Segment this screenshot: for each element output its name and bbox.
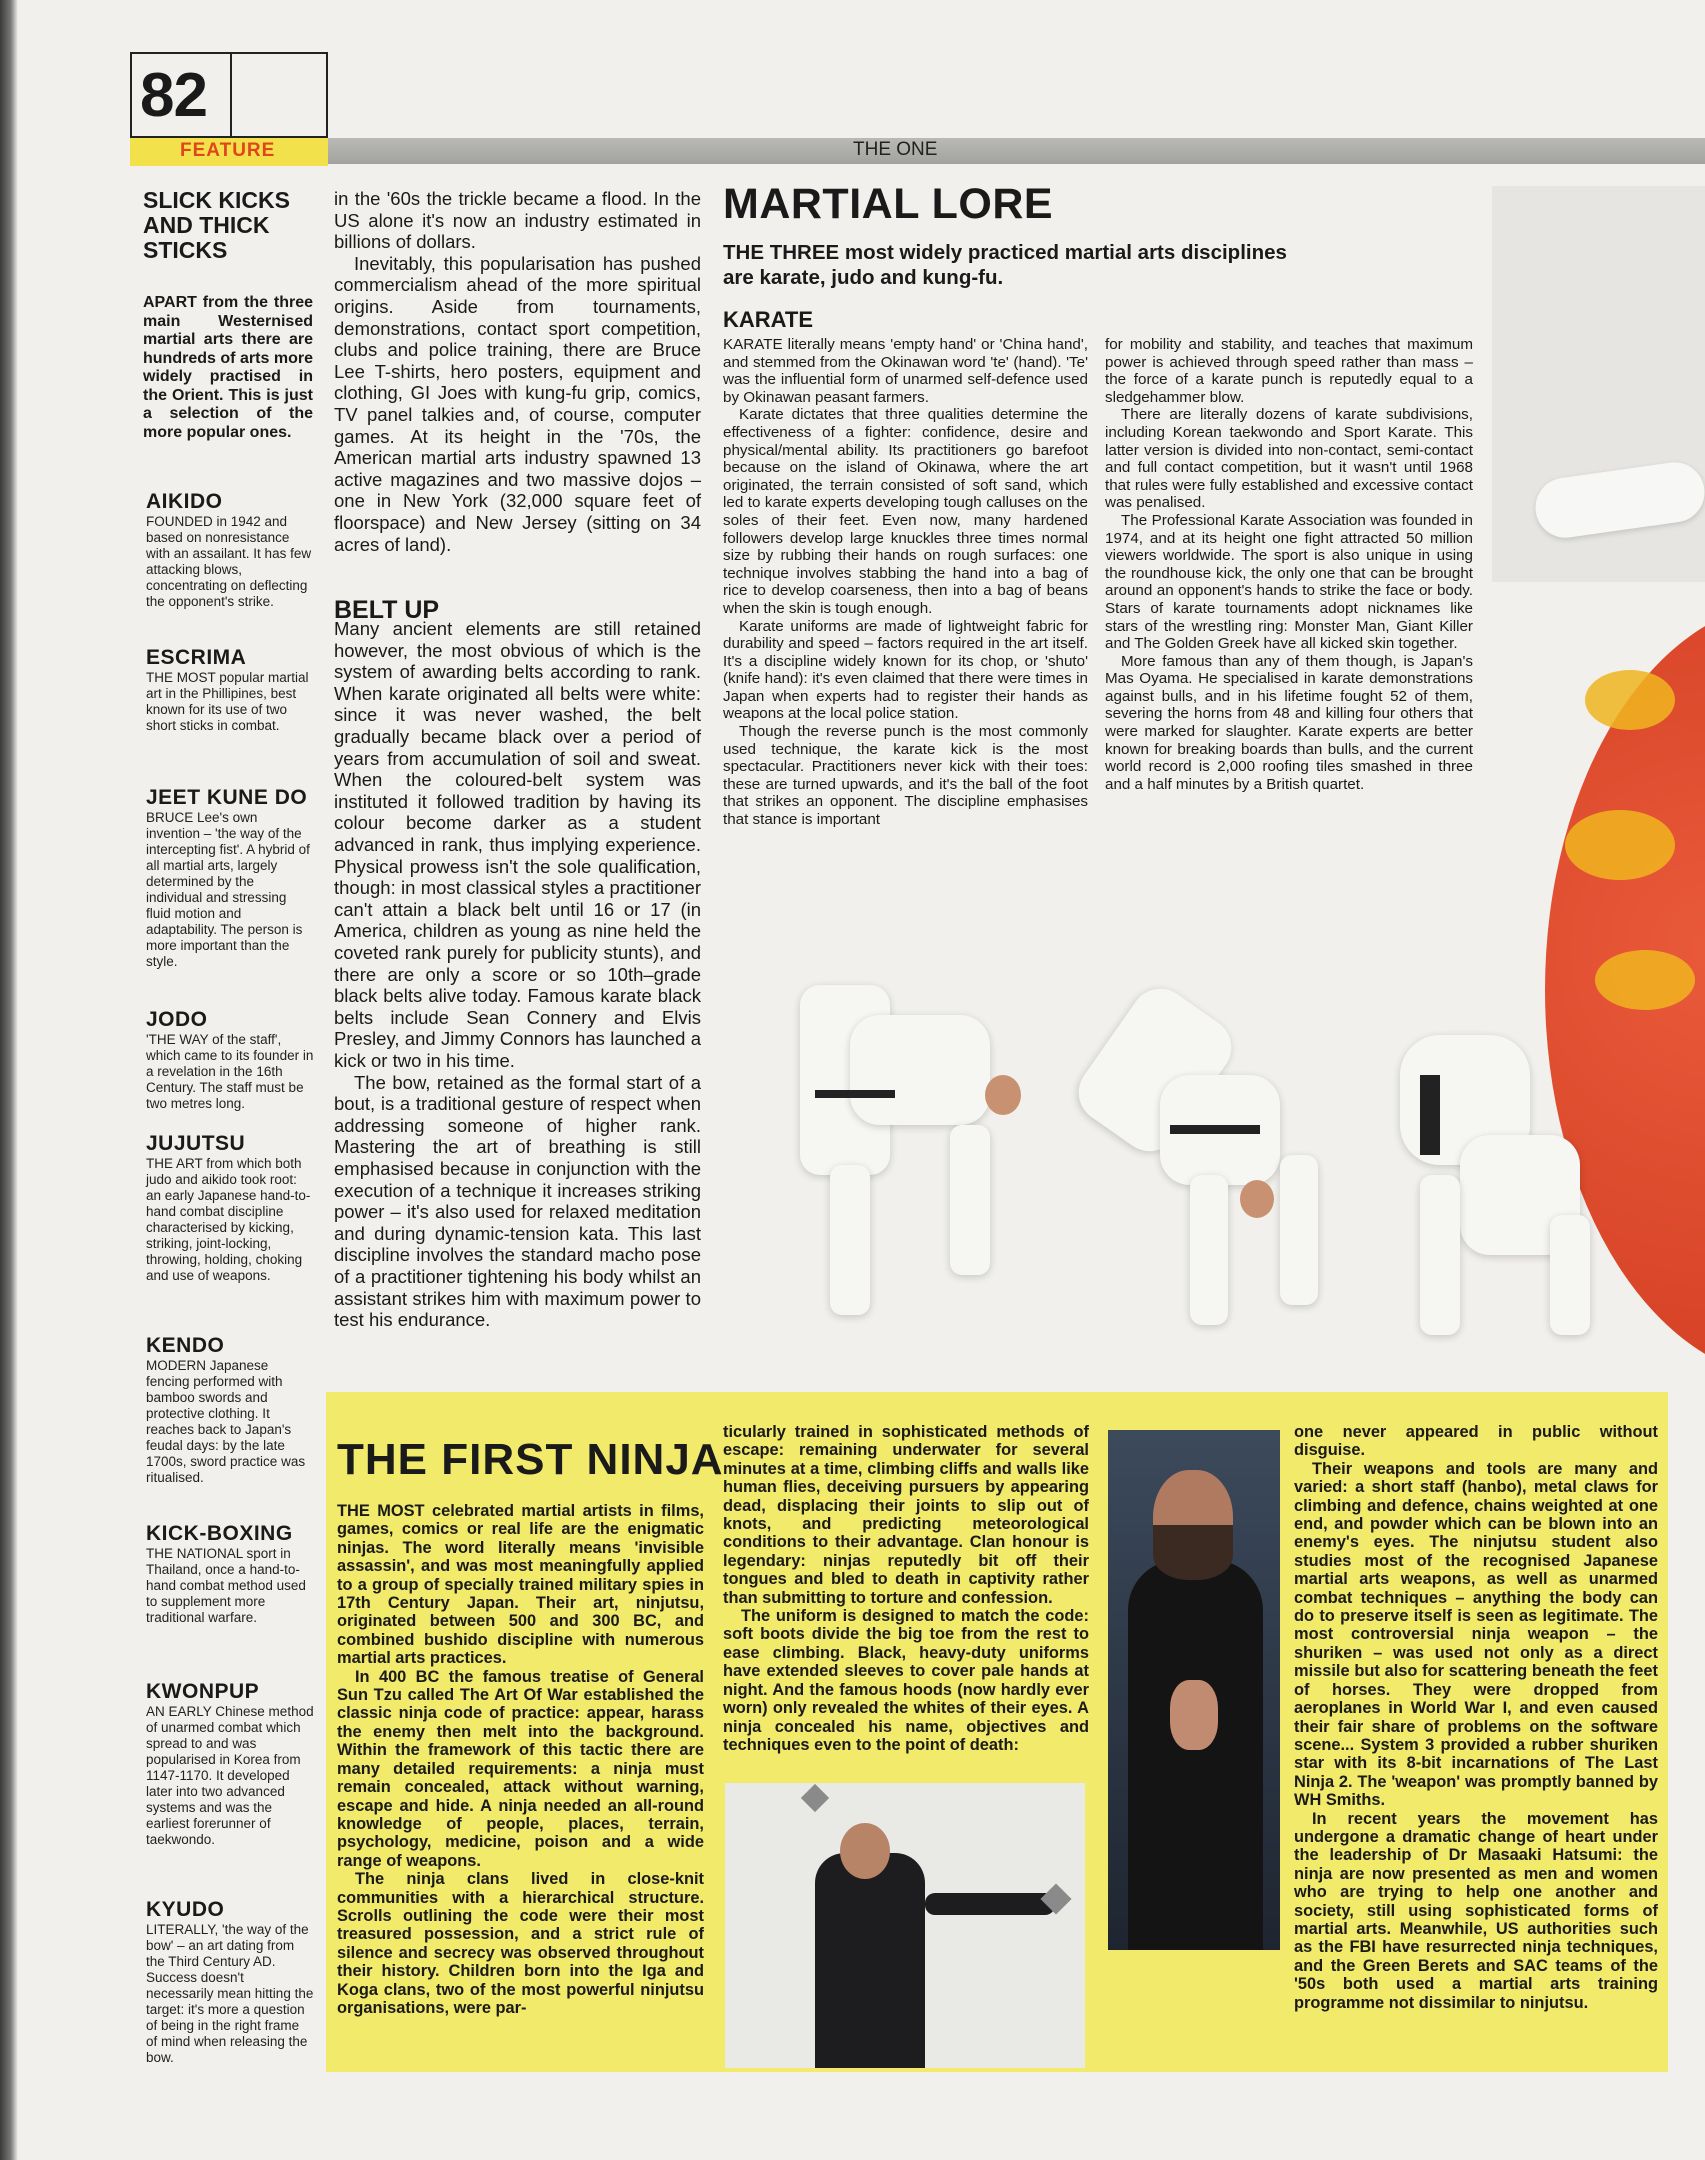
- entry-text: BRUCE Lee's own invention – 'the way of the intercepting fist'. A hybrid of all martial arts, largely determined by the individual and stressing fluid motion and adaptability. The person is more important than the style.: [146, 810, 310, 969]
- entry-title: JODO: [146, 1008, 208, 1031]
- ninja-paragraph: THE MOST celebrated martial artists in films, games, comics or real life are the enigmatic ninjas. The word literally means 'invisible assassin', and was most meaningfully applied to a group of specially trained military spies in 17th Century Japan. Their art, ninjutsu, originated between 500 and 300 BC, and combined bushido discipline with numerous martial arts practices.: [337, 1502, 704, 1668]
- judoka-head: [1240, 1180, 1274, 1218]
- martial-lore-title: MARTIAL LORE: [723, 180, 1054, 228]
- judoka-leg: [1420, 1175, 1460, 1335]
- karate-paragraph: Karate dictates that three qualities determine the effectiveness of a fighter: confidence, desire and physical/mental ability. Its practitioners go barefoot because on the island of Okinawa, where the art originated, the terrain consisted of soft sand, which led to karate experts developing tough calluses on the soles of their feet. Even now, many hardened followers develop large knuckles three times normal size by rubbing their hands on rough surfaces: one technique involves stabbing the hand into a bag of rice to develop coarseness, then into a bag of beans when the skin is tough enough.: [723, 406, 1088, 617]
- ninja-head: [840, 1823, 890, 1879]
- karate-paragraph: Karate uniforms are made of lightweight fabric for durability and speed – factors required in the art itself. It's a discipline widely known for its chop, or 'shuto' (knife hand): it's even claimed that there were times in Japan when experts had to register their hands as weapons at the local police station.: [723, 617, 1088, 723]
- entry-text: FOUNDED in 1942 and based on nonresistance with an assailant. It has few attacking blows, concentrating on deflecting the opponent's strike.: [146, 514, 312, 609]
- middle-column: [334, 188, 701, 1331]
- karate-paragraph: for mobility and stability, and teaches that maximum power is achieved through speed rather than mass – the force of a karate punch is reputedly equal to a sledgehammer blow.: [1105, 336, 1473, 406]
- ninja-paragraph: The ninja clans lived in close-knit communities with a hierarchical structure. Scrolls outlining the code were their most treasured possession, and a strict rule of silence and secrecy was observed throughout their history. Children born into the Iga and Koga clans, two of the most powerful ninjutsu organisations, were par-: [337, 1870, 704, 2017]
- sidebar-entry-aikido: [146, 490, 314, 610]
- ninja-paragraph: ticularly trained in sophisticated methods of escape: remaining underwater for several minutes at a time, climbing cliffs and walls like human flies, deceiving pursuers by appearing dead, displacing their joints to slip out of knots, and predicting meteorological conditions to their advantage. Clan honour is legendary: ninjas reputedly bit off their tongues and bled to death in captivity rather than submitting to torture and confession.: [723, 1423, 1089, 1607]
- middle-paragraph: in the '60s the trickle became a flood. In the US alone it's now an industry estimated in billions of dollars.: [334, 188, 701, 253]
- karate-column-1: [723, 336, 1088, 829]
- entry-title: KICK-BOXING: [146, 1522, 293, 1545]
- page-number-frame-right: [230, 52, 328, 138]
- ninja-paragraph: The uniform is designed to match the code: soft boots divide the big toe from the rest to ease climbing. Black, heavy-duty uniforms have extended sleeves to cover pale hands at night. And the famous hoods (now hardly ever worn) only revealed the whites of their eyes. A ninja concealed his name, objectives and techniques even to the point of death:: [723, 1607, 1089, 1754]
- judoka-leg: [950, 1125, 990, 1275]
- sidebar-intro: APART from the three main Westernised martial arts there are hundreds of arts more widely practised in the Orient. This is just a selection of the more popular ones.: [143, 294, 313, 441]
- karate-paragraph: KARATE literally means 'empty hand' or 'China hand', and stemmed from the Okinawan word 'te' (hand). 'Te' was the influential form of unarmed self-defence used by Okinawan peasant farmers.: [723, 336, 1088, 406]
- entry-text: LITERALLY, 'the way of the bow' – an art dating from the Third Century AD. Success doesn't necessarily mean hitting the target: it's more a question of being in the right frame of mind when releasing the bow.: [146, 1922, 314, 2065]
- ninja-figure: [1128, 1560, 1263, 1950]
- judoka-leg: [1550, 1215, 1590, 1335]
- entry-title: KENDO: [146, 1334, 225, 1357]
- ninja-figure: [815, 1853, 925, 2068]
- sidebar-entry-jeet-kune-do: [146, 786, 314, 970]
- entry-title: JUJUTSU: [146, 1132, 246, 1155]
- shuriken-icon: [801, 1784, 829, 1812]
- ninja-arm: [925, 1893, 1055, 1915]
- judoka-figure: [850, 1015, 990, 1125]
- ninja-paragraph: one never appeared in public without disguise.: [1294, 1423, 1658, 1460]
- running-head: THE ONE: [853, 139, 938, 160]
- ninja-paragraph: In 400 BC the famous treatise of General Sun Tzu called The Art Of War established the classic ninja code of practice: appear, harass the enemy then melt into the background. Within the framework of this tactic there are many detailed requirements: a ninja must remain concealed, attack without warning, escape and hide. A ninja needed an all-round knowledge of people, places, terrain, psychology, medicine, poison and a wide range of weapons.: [337, 1667, 704, 1870]
- middle-paragraph: The bow, retained as the formal start of a bout, is a traditional gesture of respect when addressing someone of higher rank. Mastering the art of breathing is still emphasised because in conjunction with the execution of a technique it increases striking power – it's also used for relaxed meditation and during dynamic-tension kata. This last discipline involves the standard macho pose of a practitioner tightening his body whilst an assistant strikes him with maximum power to test his endurance.: [334, 1071, 701, 1331]
- sidebar-entry-kyudo: [146, 1898, 314, 2066]
- middle-paragraph: Many ancient elements are still retained however, the most obvious of which is the system of awarding belts according to rank. When karate originated all belts were white: since it was never washed, the belt gradually became black over a period of years from accumulation of soil and sweat. When the coloured-belt system was instituted it followed tradition by having its colour become darker as a student advanced in rank, thus implying experience. Physical prowess isn't the sole qualification, though: in most classical styles a practitioner can't attain a black belt until 16 or 17 (in America, children as young as nine held the coveted rank purely for publicity stunts), and there are only a score or so 10th–grade black belts alive today. Famous karate black belts include Sean Connery and Elvis Presley, and Jimmy Connors has launched a kick or two in his time.: [334, 618, 701, 1071]
- judoka-leg: [1190, 1175, 1228, 1325]
- section-label: FEATURE: [180, 140, 276, 161]
- sidebar-entry-escrima: [146, 646, 314, 734]
- black-belt: [1170, 1125, 1260, 1134]
- judoka-leg: [1280, 1155, 1318, 1305]
- ninja-column-3: [1294, 1423, 1658, 2012]
- ninja-column-1: [337, 1502, 704, 2017]
- karate-paragraph: There are literally dozens of karate subdivisions, including Korean taekwondo and Sport Karate. This latter version is divided into non-contact, semi-contact and full contact competition, but it wasn't until 1968 that rules were fully established and excessive contact was penalised.: [1105, 406, 1473, 512]
- entry-text: THE MOST popular martial art in the Phillipines, best known for its use of two short sticks in combat.: [146, 670, 309, 733]
- entry-text: THE NATIONAL sport in Thailand, once a hand-to-hand combat method used to supplement more traditional warfare.: [146, 1546, 306, 1625]
- entry-text: MODERN Japanese fencing performed with bamboo swords and protective clothing. It reaches back to Japan's feudal days: by the late 1700s, sword practice was ritualised.: [146, 1358, 306, 1485]
- dragon-motif: [1585, 670, 1675, 730]
- sidebar-entry-kendo: [146, 1334, 314, 1486]
- entry-title: KWONPUP: [146, 1680, 260, 1703]
- ninja-title: THE FIRST NINJA: [337, 1435, 724, 1484]
- karate-paragraph: More famous than any of them though, is Japan's Mas Oyama. He specialised in karate demonstrations against bulls, and in his lifetime fought 52 of them, severing the horns from 48 and killing four others that were marked for slaughter. Karate experts are better known for breaking boards than bulls, and the current world record is 2,000 roofing tiles smashed in three and a half minutes by a British quartet.: [1105, 652, 1473, 793]
- entry-text: THE ART from which both judo and aikido took root: an early Japanese hand-to-hand combat discipline characterised by kicking, striking, joint-locking, throwing, holding, choking and use of weapons.: [146, 1156, 311, 1283]
- photo-ninja-portrait: [1108, 1430, 1280, 1950]
- karate-heading: KARATE: [723, 307, 814, 332]
- photo-ninja-shuriken-throw: [725, 1783, 1085, 2068]
- karate-paragraph: Though the reverse punch is the most commonly used technique, the karate kick is the most spectacular. Practitioners never kick with their toes: these are turned upwards, and it's the ball of the foot that strikes an opponent. The discipline emphasises that stance is important: [723, 723, 1088, 829]
- black-belt: [815, 1090, 895, 1098]
- sidebar-entry-kick-boxing: [146, 1522, 314, 1626]
- photo-judo-throw-sequence: [720, 955, 1680, 1355]
- black-belt: [1420, 1075, 1440, 1155]
- ninja-paragraph: Their weapons and tools are many and varied: a short staff (hanbo), metal claws for climbing and defence, chains weighted at one end, and powder which can be blown into an enemy's eyes. The ninjutsu student also studies most of the recognised Japanese martial arts weapons, as well as unarmed combat techniques – anything the body can do to preserve itself is seen as legitimate. The most controversial ninja weapon – the shuriken – was used not only as a direct missile but also for scattering beneath the feet of horses. They were dropped from aeroplanes in World War I, and even caused their fair share of problems on the software scene... System 3 provided a rubber shuriken star with its 8-bit incarnations of The Last Ninja 2. The 'weapon' was promptly banned by WH Smiths.: [1294, 1459, 1658, 1810]
- sidebar-entry-jujutsu: [146, 1132, 314, 1284]
- page-number: 82: [140, 61, 207, 130]
- dragon-motif: [1565, 810, 1675, 880]
- page-edge-shadow: [0, 0, 18, 2160]
- karate-column-2: [1105, 336, 1473, 793]
- entry-title: JEET KUNE DO: [146, 786, 308, 809]
- sidebar-entry-kwonpup: [146, 1680, 314, 1848]
- ninja-paragraph: In recent years the movement has undergone a dramatic change of heart under the leadership of Dr Masaaki Hatsumi: the ninja are now presented as men and women who are trying to help one another and society, still using sophisticated forms of martial arts. Meanwhile, US authorities such as the FBI have resurrected ninja techniques, and the Green Berets and SAC teams of the '50s both used a martial arts training programme not dissimilar to ninjutsu.: [1294, 1809, 1658, 2012]
- sidebar-entry-jodo: [146, 1008, 314, 1112]
- judoka-head: [985, 1075, 1021, 1115]
- sidebar-title: SLICK KICKS AND THICK STICKS: [143, 187, 290, 263]
- belt-up-heading: BELT UP: [334, 596, 440, 624]
- entry-title: ESCRIMA: [146, 646, 247, 669]
- middle-paragraph: Inevitably, this popularisation has pushed commercialism ahead of the more spiritual origins. Aside from tournaments, demonstrations, contact sport competition, clubs and police training, there are Bruce Lee T-shirts, hero posters, equipment and clothing, GI Joes with kung-fu grip, comics, TV panel talkies and, of course, computer games. At its height in the '70s, the American martial arts industry spawned 13 active magazines and two massive dojos – one in New York (32,000 square feet of floorspace) and New Jersey (sitting on 34 acres of land).: [334, 252, 701, 555]
- entry-title: AIKIDO: [146, 490, 223, 513]
- entry-title: KYUDO: [146, 1898, 225, 1921]
- ninja-beard: [1153, 1525, 1233, 1580]
- entry-text: AN EARLY Chinese method of unarmed combat which spread to and was popularised in Korea from 1147-1170. It developed later into two advanced systems and was the earliest forerunner of taekwondo.: [146, 1704, 314, 1847]
- entry-text: 'THE WAY of the staff', which came to its founder in a revelation in the 16th Century. The staff must be two metres long.: [146, 1032, 314, 1111]
- ninja-column-2: [723, 1423, 1089, 1754]
- karate-paragraph: The Professional Karate Association was founded in 1974, and at its height one fight attracted 50 million viewers worldwide. The sport is also unique in using the roundhouse kick, the only one that can be brought around an opponent's hands to strike the face or body. Stars of karate tournaments adopt nicknames like stars of the wrestling ring: Monster Man, Giant Killer and The Golden Greek have all kicked skin together.: [1105, 511, 1473, 653]
- martial-lore-intro: THE THREE most widely practiced martial arts disciplines are karate, judo and kung-fu.: [723, 241, 1287, 289]
- ninja-hands: [1170, 1680, 1218, 1750]
- judoka-leg: [830, 1165, 870, 1315]
